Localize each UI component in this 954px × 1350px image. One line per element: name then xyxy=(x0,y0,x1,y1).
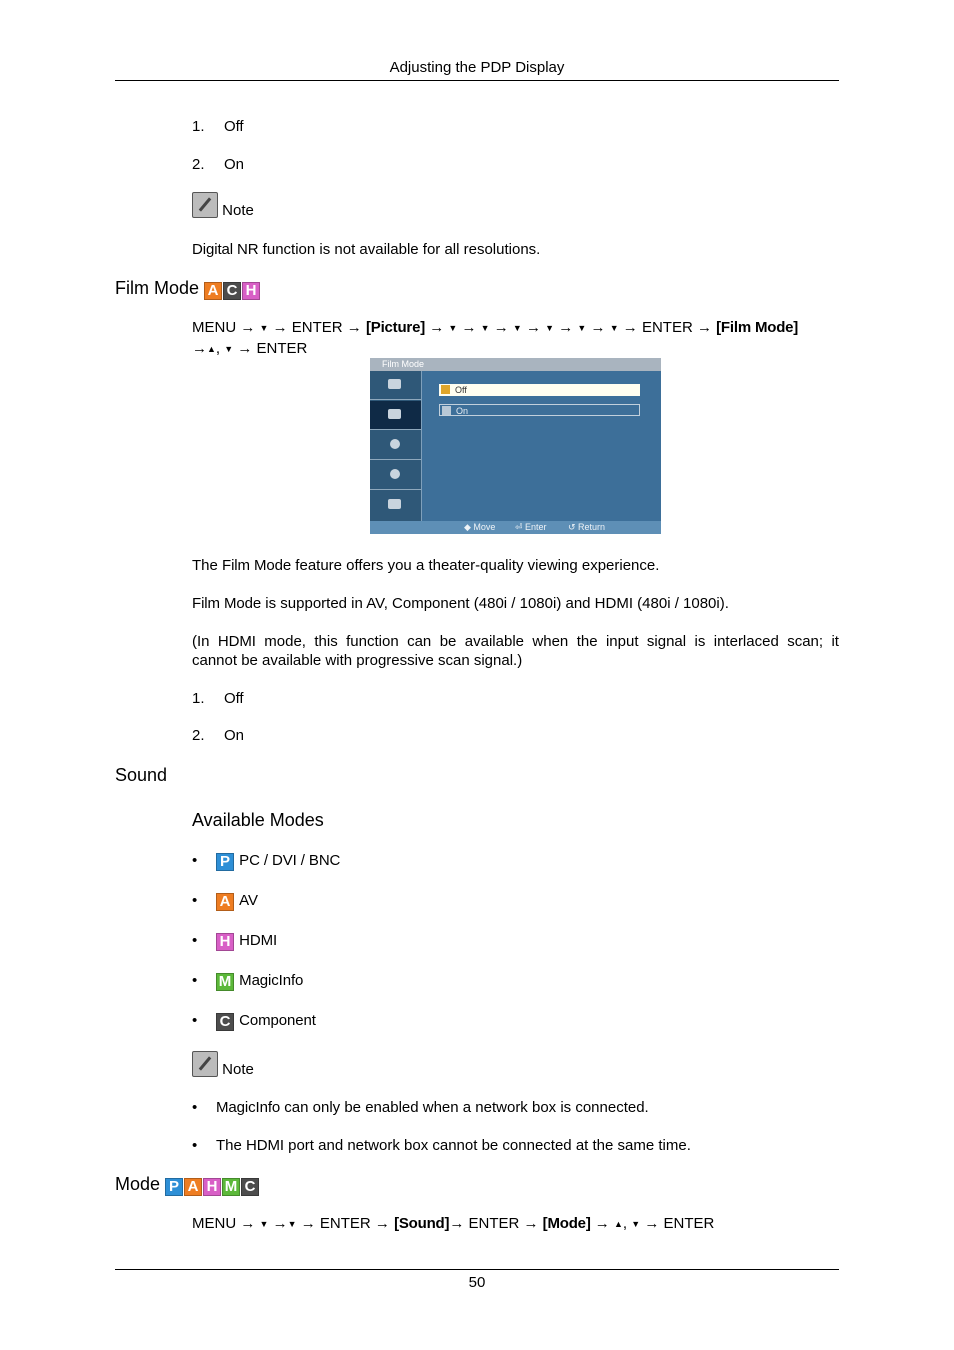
arrow: → xyxy=(346,319,362,336)
down-arrow-icon: ▼ xyxy=(545,323,555,333)
text: The xyxy=(216,1137,247,1154)
av-badge-icon: A xyxy=(204,282,222,300)
mode-heading xyxy=(115,1174,260,1196)
page-number: 50 xyxy=(468,1274,486,1291)
enter-text: ENTER xyxy=(291,319,343,336)
film-mode-description xyxy=(192,556,659,575)
key-term: HDMI xyxy=(217,633,256,650)
key-term: Film Mode xyxy=(222,557,292,574)
component-badge-icon: C xyxy=(223,282,241,300)
arrow: → xyxy=(192,340,207,357)
osd-option-off[interactable] xyxy=(439,384,640,396)
osd-title: Film Mode xyxy=(382,359,425,369)
multi-control-icon xyxy=(388,499,401,509)
osd-option-label: On xyxy=(456,406,469,416)
list-number: 2. xyxy=(192,727,205,744)
osd-option-on[interactable] xyxy=(439,404,640,416)
mode-list-item xyxy=(192,931,277,951)
hdmi-badge-icon: H xyxy=(216,933,234,951)
list-item xyxy=(192,726,244,745)
bullet: • xyxy=(192,932,198,949)
arrow: → xyxy=(272,319,288,336)
osd-option-label: Off xyxy=(455,385,467,395)
header-divider xyxy=(115,80,839,81)
picture-icon xyxy=(388,409,401,419)
list-item xyxy=(192,117,243,136)
mode-label: HDMI xyxy=(239,932,278,949)
arrow: → xyxy=(590,319,606,336)
list-label: On xyxy=(224,727,244,744)
mode-menu-path xyxy=(192,1214,714,1234)
av-badge-icon: A xyxy=(216,893,234,911)
osd-titlebar xyxy=(370,358,661,371)
arrow: → xyxy=(240,1215,256,1232)
picture-key: [Picture] xyxy=(365,319,426,336)
down-arrow-icon: ▼ xyxy=(631,1219,641,1229)
up-arrow-icon: ▲ xyxy=(613,1219,623,1229)
arrow: → xyxy=(523,1215,539,1232)
hdmi-badge-icon: H xyxy=(203,1178,221,1196)
arrow: → xyxy=(449,1215,465,1232)
film-mode-hdmi-note-line1 xyxy=(192,632,839,651)
footer-divider xyxy=(115,1269,839,1270)
sound-icon xyxy=(390,439,400,449)
osd-picture-item xyxy=(370,401,421,430)
av-badge-icon: A xyxy=(184,1178,202,1196)
menu-text: MENU xyxy=(192,1215,237,1232)
mode-label: AV xyxy=(239,892,258,909)
note-list-item xyxy=(192,1098,649,1117)
text: port and network box cannot be connected at the same time. xyxy=(283,1137,691,1154)
component-badge-icon: C xyxy=(241,1178,259,1196)
list-number: 1. xyxy=(192,118,205,135)
osd-sidebar xyxy=(370,371,421,521)
key-term: MagicInfo xyxy=(216,1099,281,1116)
down-arrow-icon: ▼ xyxy=(287,1219,297,1229)
arrow: → xyxy=(374,1215,390,1232)
note-label: Note xyxy=(222,202,254,219)
down-arrow-icon: ▼ xyxy=(609,323,619,333)
list-item xyxy=(192,689,243,708)
arrow: → xyxy=(272,1215,288,1232)
magicinfo-badge-icon: M xyxy=(216,973,234,991)
down-arrow-icon: ▼ xyxy=(448,323,458,333)
key-term: HDMI xyxy=(246,1137,284,1154)
list-label: On xyxy=(224,156,244,173)
sound-heading: Sound xyxy=(115,765,168,785)
arrow: → xyxy=(622,319,638,336)
return-hint: ↺ Return xyxy=(568,522,606,532)
enter-text: ENTER xyxy=(256,340,308,357)
bullet: • xyxy=(192,972,198,989)
list-label: Off xyxy=(224,690,244,707)
hdmi-badge-icon: H xyxy=(242,282,260,300)
bullet: • xyxy=(192,852,198,869)
down-arrow-icon: ▼ xyxy=(259,323,269,333)
magicinfo-badge-icon: M xyxy=(222,1178,240,1196)
arrow: → xyxy=(240,319,256,336)
note-block xyxy=(192,192,254,220)
film-mode-osd-screenshot xyxy=(370,358,661,534)
comma: , xyxy=(622,1215,628,1232)
bullet: • xyxy=(192,892,198,909)
down-arrow-icon: ▼ xyxy=(480,323,490,333)
text: feature offers you a theater-quality viewing experience. xyxy=(291,557,660,574)
mode-key: [Mode] xyxy=(542,1215,591,1232)
film-mode-heading xyxy=(115,278,261,300)
move-label: Move xyxy=(473,522,496,532)
check-icon xyxy=(442,406,451,415)
enter-text: ENTER xyxy=(663,1215,715,1232)
arrow: → xyxy=(558,319,574,336)
arrow: → xyxy=(644,1215,660,1232)
move-hint: ◆ Move xyxy=(464,522,496,532)
note-icon xyxy=(192,192,218,218)
film-mode-key: [Film Mode] xyxy=(716,319,799,336)
bullet: • xyxy=(192,1012,198,1029)
arrow: → xyxy=(237,340,253,357)
note-icon xyxy=(192,1051,218,1077)
down-arrow-icon: ▼ xyxy=(512,323,522,333)
text: is supported in AV, Component (480i / 1080i) and HDMI (480i / 1080i). xyxy=(261,595,729,612)
osd-bottom-bar xyxy=(370,521,661,534)
film-mode-support xyxy=(192,594,729,613)
mode-list-item xyxy=(192,851,340,871)
enter-text: ENTER xyxy=(468,1215,520,1232)
arrow: → xyxy=(300,1215,316,1232)
setup-icon xyxy=(390,469,400,479)
check-icon xyxy=(441,385,450,394)
mode-title: Mode xyxy=(115,1174,161,1194)
list-number: 1. xyxy=(192,690,205,707)
mode-label: MagicInfo xyxy=(239,972,304,989)
down-arrow-icon: ▼ xyxy=(577,323,587,333)
key-term: Film Mode xyxy=(192,595,262,612)
up-arrow-icon: ▲ xyxy=(207,344,216,354)
down-arrow-icon: ▼ xyxy=(259,1219,269,1229)
enter-text: ENTER xyxy=(319,1215,371,1232)
mode-label: Component xyxy=(239,1012,316,1029)
input-icon xyxy=(388,379,401,389)
arrow: → xyxy=(525,319,541,336)
text: The xyxy=(192,557,223,574)
page-header-title: Adjusting the PDP Display xyxy=(389,59,565,76)
arrow: → xyxy=(461,319,477,336)
arrow: → xyxy=(594,1215,610,1232)
mode-label: PC / DVI / BNC xyxy=(239,852,341,869)
osd-input-item xyxy=(370,371,421,400)
enter-text: ENTER xyxy=(641,319,693,336)
arrow: → xyxy=(429,319,445,336)
pc-badge-icon: P xyxy=(216,853,234,871)
component-badge-icon: C xyxy=(216,1013,234,1031)
return-label: Return xyxy=(578,522,606,532)
film-mode-hdmi-note-line2: cannot be available with progressive scan signal.) xyxy=(192,652,523,669)
comma: , xyxy=(215,340,221,357)
film-mode-menu-path-cont xyxy=(192,339,307,359)
mode-list-item xyxy=(192,891,258,911)
osd-sound-item xyxy=(370,431,421,460)
mode-list-item xyxy=(192,1011,316,1031)
note-body: function is not available for all resolutions. xyxy=(258,241,541,258)
osd-setup-item xyxy=(370,461,421,490)
mode-list-item xyxy=(192,971,303,991)
pc-badge-icon: P xyxy=(165,1178,183,1196)
text: can only be enabled when a network box is connected. xyxy=(280,1099,649,1116)
text: (In xyxy=(192,633,218,650)
film-mode-title: Film Mode xyxy=(115,278,200,298)
text: mode, this function can be available when the input signal is interlaced scan; it xyxy=(255,633,839,650)
menu-text: MENU xyxy=(192,319,237,336)
film-mode-menu-path xyxy=(192,318,798,338)
down-arrow-icon: ▼ xyxy=(224,344,234,354)
note-text xyxy=(192,240,540,259)
list-number: 2. xyxy=(192,156,205,173)
enter-label: Enter xyxy=(525,522,547,532)
bullet: • xyxy=(192,1099,198,1116)
list-item xyxy=(192,155,244,174)
sound-key: [Sound] xyxy=(394,1215,450,1232)
available-modes-heading: Available Modes xyxy=(192,810,324,830)
osd-multi-item xyxy=(370,491,421,520)
enter-hint: ⏎ Enter xyxy=(515,522,547,532)
arrow: → xyxy=(493,319,509,336)
note-list-item xyxy=(192,1136,691,1155)
arrow: → xyxy=(696,319,712,336)
note-label: Note xyxy=(222,1061,254,1078)
note-block xyxy=(192,1051,254,1079)
note-key: Digital NR xyxy=(192,241,259,258)
bullet: • xyxy=(192,1137,198,1154)
list-label: Off xyxy=(224,118,244,135)
